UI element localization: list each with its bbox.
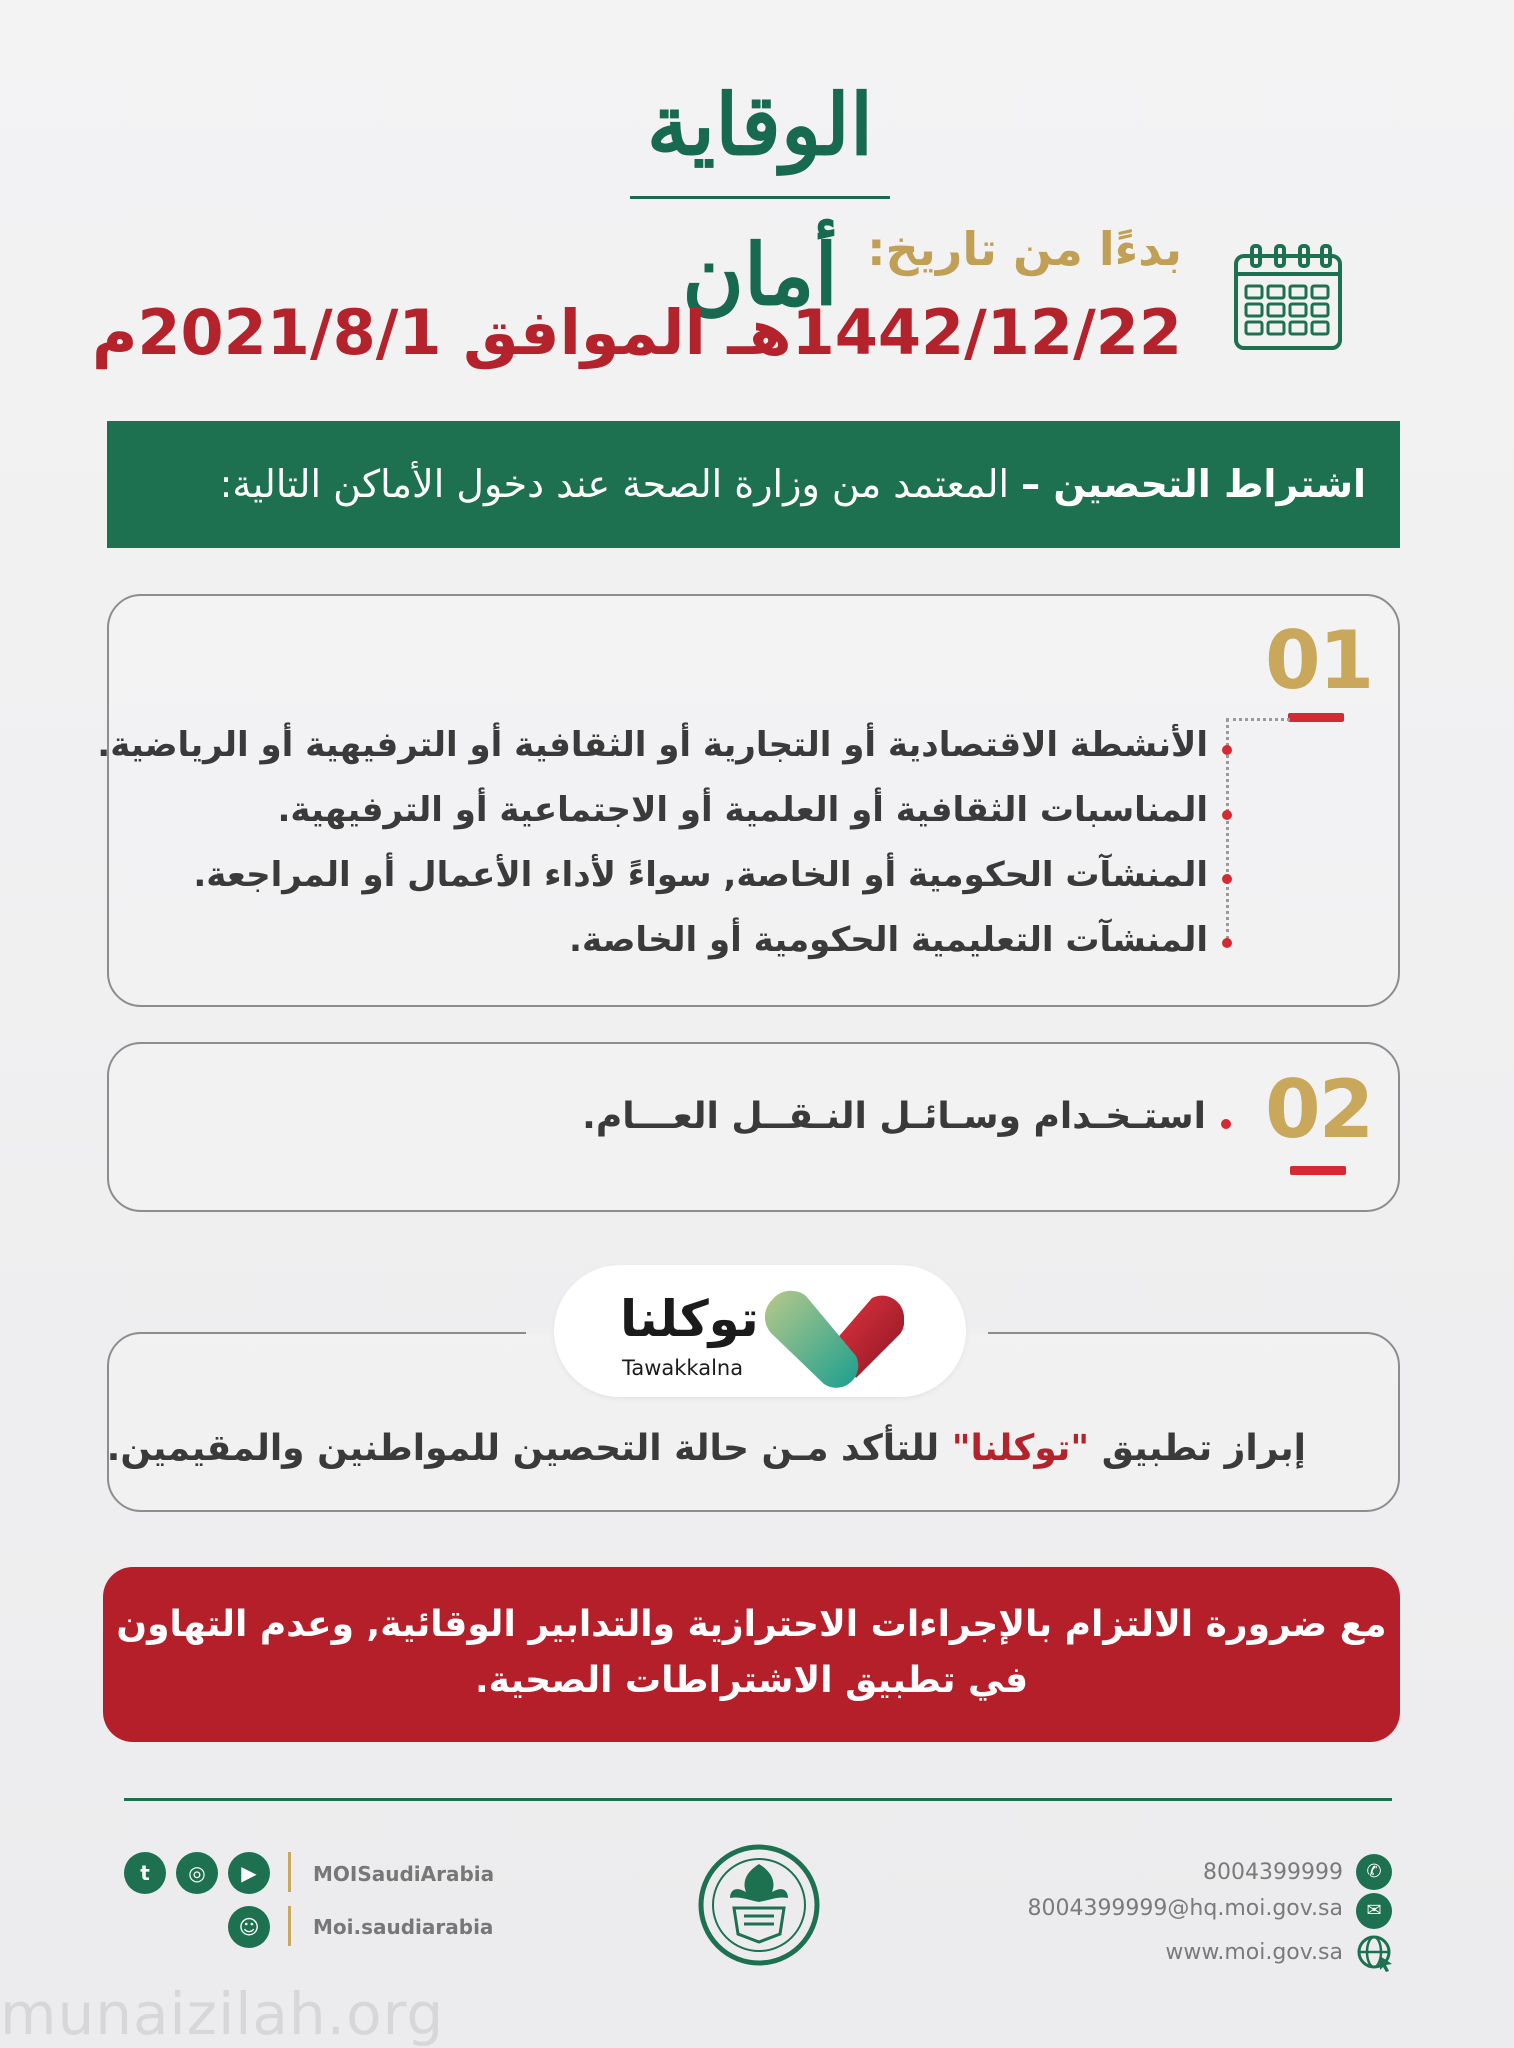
snapchat-icon[interactable]: ☺ <box>228 1906 270 1948</box>
alert-line-2: في تطبيق الاشتراطات الصحية. <box>474 1660 1029 1701</box>
instruction-highlight: "توكلنا" <box>951 1428 1090 1469</box>
requirement-banner <box>107 421 1400 548</box>
date-label: بدءًا من تاريخ: <box>867 222 1182 276</box>
youtube-icon[interactable]: ▶ <box>228 1852 270 1894</box>
list-item: المنشآت الحكومية أو الخاصة, سواءً لأداء الأعمال أو المراجعة. <box>193 855 1208 895</box>
social-handle-1[interactable]: MOISaudiArabia <box>313 1862 495 1886</box>
list-item: المنشآت التعليمية الحكومية أو الخاصة. <box>569 920 1208 960</box>
section-1-connector <box>1226 718 1290 940</box>
section-2-number-underline <box>1290 1166 1346 1175</box>
calligraphy-logo <box>560 50 960 324</box>
phone-icon: ✆ <box>1356 1854 1392 1890</box>
calligraphy-text: الوقاية أمان <box>646 75 874 324</box>
email-icon: ✉ <box>1356 1893 1392 1929</box>
calligraphy-underline <box>630 196 890 199</box>
bullet-dot <box>1222 874 1232 884</box>
tawakkalna-logo-pill <box>554 1265 966 1397</box>
globe-icon <box>1356 1934 1394 1972</box>
date-value: 1442/12/22هـ الموافق 2021/8/1م <box>91 296 1182 369</box>
twitter-icon[interactable]: t <box>124 1852 166 1894</box>
list-item: المناسبات الثقافية أو العلمية أو الاجتماعية أو الترفيهية. <box>277 790 1208 830</box>
moi-emblem-icon <box>696 1842 822 1968</box>
compliance-alert <box>103 1567 1400 1742</box>
email-address[interactable]: 8004399999@hq.moi.gov.sa <box>1027 1896 1343 1921</box>
banner-text: المعتمد من وزارة الصحة عند دخول الأماكن التالية: <box>219 462 1022 506</box>
calendar-icon <box>1232 242 1344 354</box>
section-2-number: 02 <box>1265 1063 1373 1156</box>
tawakkalna-name-ar: توكلنا <box>620 1290 759 1348</box>
section-1-number: 01 <box>1265 614 1373 707</box>
section-2-item: استـخـدام وسـائـل النـقــل العـــام. <box>582 1096 1206 1137</box>
banner-bold-text: اشتراط التحصين – <box>1021 462 1366 506</box>
tawakkalna-heart-icon <box>764 1278 904 1388</box>
bullet-dot <box>1222 810 1232 820</box>
phone-number[interactable]: 8004399999 <box>1203 1860 1343 1885</box>
footer-divider <box>124 1798 1392 1801</box>
social-handle-2[interactable]: Moi.saudiarabia <box>313 1915 494 1939</box>
list-item: الأنشطة الاقتصادية أو التجارية أو الثقافية أو الترفيهية أو الرياضية. <box>97 725 1208 765</box>
bullet-dot <box>1221 1119 1231 1129</box>
section-1-number-underline <box>1288 713 1344 722</box>
alert-line-1: مع ضرورة الالتزام بالإجراءات الاحترازية والتدابير الوقائية, وعدم التهاون <box>116 1604 1387 1645</box>
instagram-icon[interactable]: ◎ <box>176 1852 218 1894</box>
watermark: munaizilah.org <box>0 1980 445 2048</box>
instruction-start: إبراز تطبيق <box>1089 1428 1306 1469</box>
footer-separator <box>288 1906 291 1946</box>
tawakkalna-name-en: Tawakkalna <box>622 1356 744 1380</box>
section-1-list <box>97 720 1208 980</box>
tawakkalna-instruction <box>107 1428 1306 1469</box>
instruction-end: للتأكد مـن حالة التحصين للمواطنين والمقيمين. <box>106 1428 952 1469</box>
website-url[interactable]: www.moi.gov.sa <box>1165 1940 1343 1965</box>
bullet-dot <box>1222 745 1232 755</box>
bullet-dot <box>1222 938 1232 948</box>
footer-separator <box>288 1852 291 1892</box>
